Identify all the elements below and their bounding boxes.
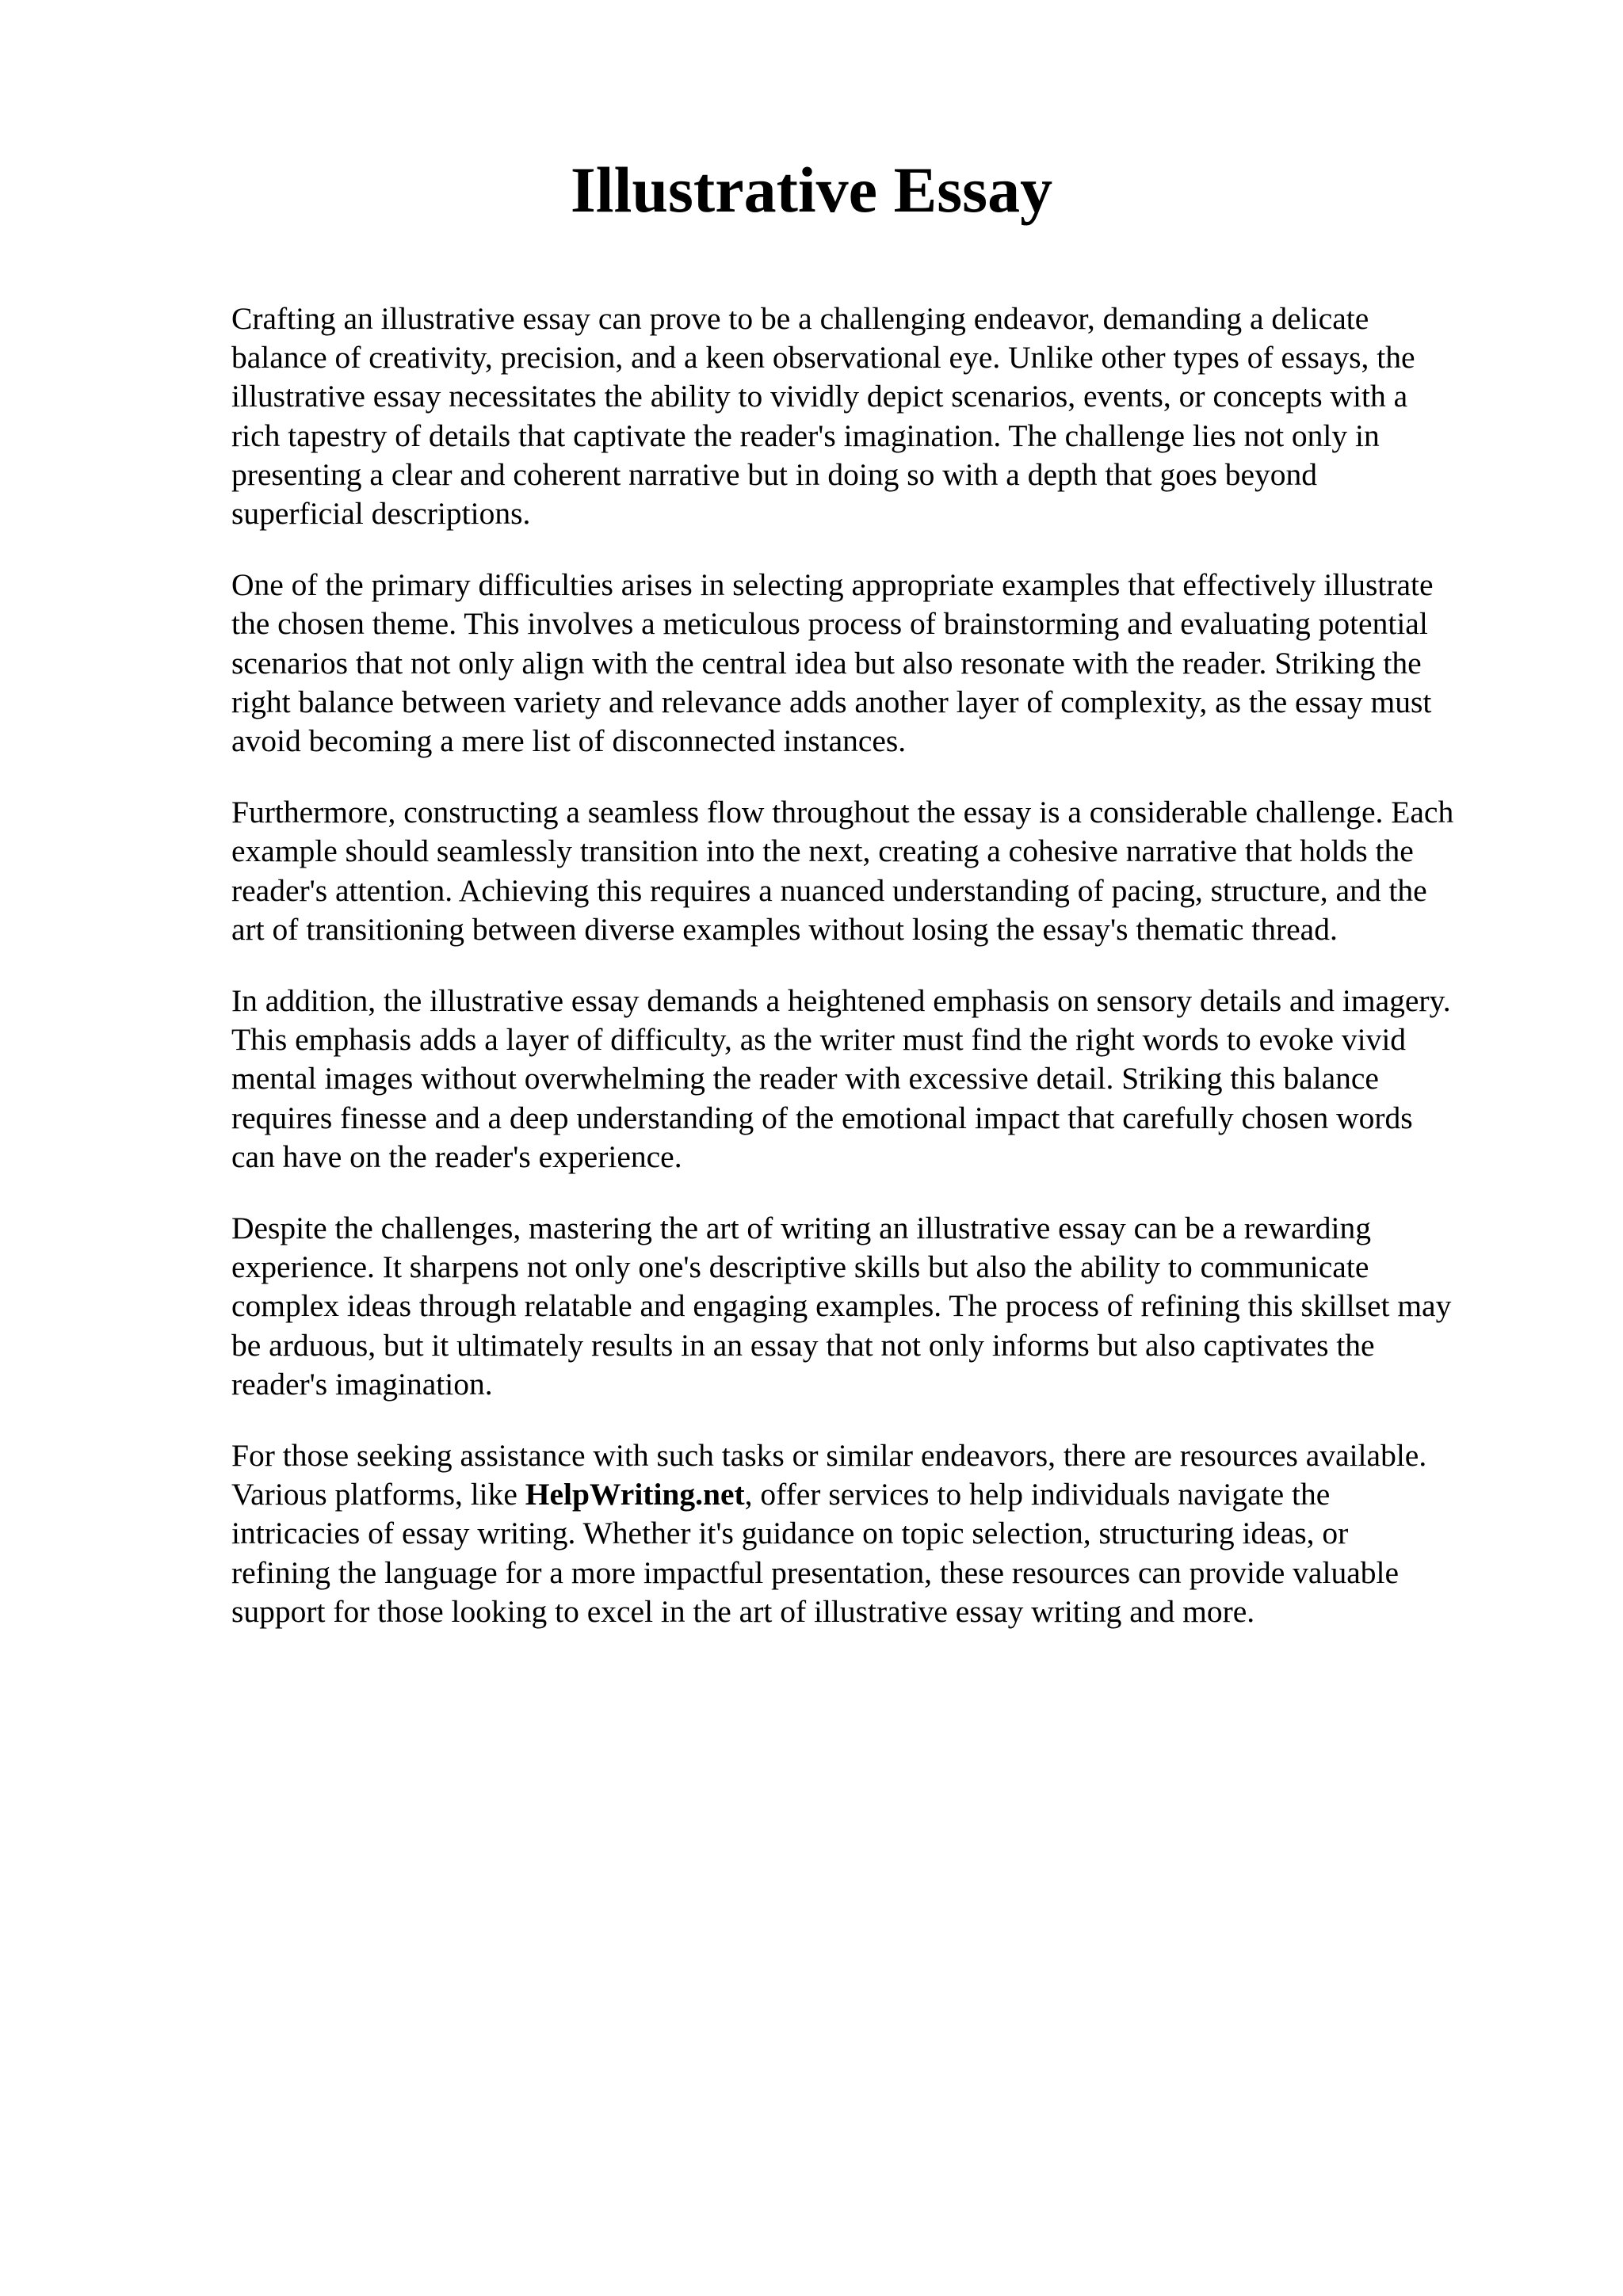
text-line: In addition, the illustrative essay demands a heightened emphasis on sensory details and imagery. xyxy=(231,983,1451,1019)
text-line: right balance between variety and relevance adds another layer of complexity, as the essay must xyxy=(231,684,1432,719)
text-line: reader's attention. Achieving this requires a nuanced understanding of pacing, structure, and the xyxy=(231,872,1427,908)
text-line: requires finesse and a deep understanding of the emotional impact that carefully chosen words xyxy=(231,1100,1413,1135)
paragraph-2 xyxy=(231,566,1531,761)
text-segment: Various platforms, like xyxy=(231,1477,525,1512)
text-line: experience. It sharpens not only one's descriptive skills but also the ability to communicate xyxy=(231,1249,1369,1285)
text-line: presenting a clear and coherent narrative but in doing so with a depth that goes beyond xyxy=(231,456,1318,492)
page-title: Illustrative Essay xyxy=(570,154,1053,226)
text-line: One of the primary difficulties arises in selecting appropriate examples that effectively illustrate xyxy=(231,567,1434,603)
text-line: superficial descriptions. xyxy=(231,496,531,532)
text-line: support for those looking to excel in the art of illustrative essay writing and more. xyxy=(231,1593,1255,1629)
text-line: For those seeking assistance with such tasks or similar endeavors, there are resources available. xyxy=(231,1438,1427,1474)
paragraph-5 xyxy=(231,1209,1531,1404)
text-line: intricacies of essay writing. Whether it's guidance on topic selection, structuring ideas, or xyxy=(231,1516,1349,1551)
text-line: example should seamlessly transition into the next, creating a cohesive narrative that holds the xyxy=(231,833,1414,869)
text-line: can have on the reader's experience. xyxy=(231,1138,682,1174)
paragraph-1 xyxy=(231,299,1531,533)
text-line: Despite the challenges, mastering the art of writing an illustrative essay can be a rewarding xyxy=(231,1211,1371,1246)
paragraph-6 xyxy=(231,1436,1531,1631)
text-line: illustrative essay necessitates the ability to vividly depict scenarios, events, or concepts with a xyxy=(231,379,1408,414)
text-line: Crafting an illustrative essay can prove to be a challenging endeavor, demanding a delicate xyxy=(231,301,1369,336)
text-line: be arduous, but it ultimately results in an essay that not only informs but also captivates the xyxy=(231,1327,1375,1363)
text-line: balance of creativity, precision, and a keen observational eye. Unlike other types of essays, the xyxy=(231,340,1415,376)
helpwriting-link[interactable]: HelpWriting.net xyxy=(525,1477,745,1512)
text-line: complex ideas through relatable and engaging examples. The process of refining this skillset may xyxy=(231,1288,1452,1324)
text-line: scenarios that not only align with the central idea but also resonate with the reader. Striking the xyxy=(231,645,1422,681)
text-line: rich tapestry of details that captivate the reader's imagination. The challenge lies not only in xyxy=(231,418,1380,453)
text-line: art of transitioning between diverse examples without losing the essay's thematic thread. xyxy=(231,911,1338,947)
essay-body xyxy=(231,299,1531,1664)
text-line: refining the language for a more impactful presentation, these resources can provide valuable xyxy=(231,1554,1399,1590)
text-line: the chosen theme. This involves a meticulous process of brainstorming and evaluating potential xyxy=(231,606,1428,642)
text-line xyxy=(231,1475,1531,1514)
paragraph-3 xyxy=(231,793,1531,949)
text-segment: , offer services to help individuals navigate the xyxy=(744,1477,1331,1512)
text-line: avoid becoming a mere list of disconnected instances. xyxy=(231,723,907,759)
text-line: reader's imagination. xyxy=(231,1366,493,1402)
text-line: Furthermore, constructing a seamless flow throughout the essay is a considerable challenge. Each xyxy=(231,795,1454,830)
text-line: This emphasis adds a layer of difficulty, as the writer must find the right words to evoke vivid xyxy=(231,1022,1407,1058)
paragraph-4 xyxy=(231,982,1531,1177)
text-line: mental images without overwhelming the reader with excessive detail. Striking this balance xyxy=(231,1061,1379,1097)
